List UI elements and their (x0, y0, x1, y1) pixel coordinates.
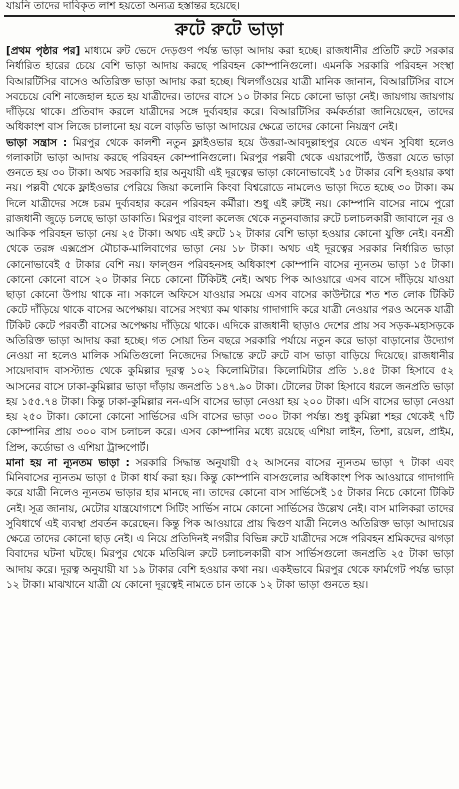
paragraph-text: মিরপুর থেকে কালশী নতুন ফ্লাইওভার হয়ে উত্তরা-আবদুল্লাহপুর যেতে এখন সুবিধা হলেও গলাকাটা ভাড়া আদায় করছে পরিবহন কোম্পানিগুলো। মিরপুর পল্লবী থেকে এয়ারপোর্ট, উত্তরা যেতে ভাড়া গুনতে হয় ৩০ টাকা। অথচ সরকারি হার অনুযায়ী এই দূরত্বের ভাড়া কোনোভাবেই ১৫ টাকার বেশি হওয়ার কথা নয়। পল্লবী থেকে ফ্লাইওভার পেরিয়ে জিয়া কলোনি কিংবা বিশ্বরোডে নামলেও ভাড়া দিতে হচ্ছে ৩০ টাকা। কম দিলে যাত্রীদের সঙ্গে চরম দুর্ব্যবহার করেন পরিবহন কর্মীরা। শুধু এই রুটই নয়। কোম্পানি বাসের নামে পুরো রাজধানী জুড়ে চলছে ভাড়া ডাকাতি। মিরপুর বাংলা কলেজ থেকে নতুনবাজার রুটে চলাচলকারী জাবালে নূর ও আকিক পরিবহন ভাড়া নেয় ২৫ টাকা। অথচ এই রুটে ১২ টাকার বেশি ভাড়া হওয়ার কোনো যুক্তি নেই। বনশ্রী থেকে তরঙ্গ এক্সপ্রেস মৌচাক-মালিবাগের ভাড়া নেয় ১৮ টাকা। অথচ এই দূরত্বের সরকার নির্ধারিত ভাড়া কোনোভাবেই ৫ টাকার বেশি নয়। ফাল্গুন পরিবহনসহ অধিকাংশ কোম্পানি বাসের ন্যূনতম ভাড়া ১৫ টাকা। কোনো কোনো বাসে ২০ টাকার নিচে কোনো টিকিটই নেই। অথচ পিক আওয়ারে এসব বাসে দাঁড়িয়ে যাওয়া ছাড়া কোনো উপায় থাকে না। সকালে অফিসে যাওয়ার সময়ে এসব বাসের কাউন্টারে শত শত লোক টিকিট কেটে দাঁড়িয়ে থাকে বাসের অপেক্ষায়। বাসের সংখ্যা কম থাকায় গাদাগাদি করে যাত্রী নেওয়ার পরও অনেক যাত্রী টিকিট কেটে পরবর্তী বাসের অপেক্ষায় দাঁড়িয়ে থাকে। এদিকে রাজধানী ছাড়াও দেশের প্রায় সব সড়ক-মহাসড়কে অতিরিক্ত ভাড়া আদায় করা হচ্ছে। গত সোয়া তিন বছরে সরকারি পর্যায়ে নতুন করে ভাড়া বাড়ানোর উদ্যোগ নেওয়া না হলেও মালিক সমিতিগুলো নিজেদের সিদ্ধান্তে রুটে রুটে বাস ভাড়া বাড়িয়ে দিয়েছে। রাজধানীর সায়েদাবাদ বাসস্ট্যান্ড থেকে কুমিল্লার দূরত্ব ১০২ কিলোমিটার। কিলোমিটার প্রতি ১.৪৫ টাকা হিসাবে ৫২ আসনের বাসে ঢাকা-কুমিল্লার ভাড়া দাঁড়ায় জনপ্রতি ১৪৭.৯০ টাকা। টোলের টাকা হিসাবে ধরলে জনপ্রতি ভাড়া হয় ১৫৫.৭৪ টাকা। কিন্তু ঢাকা-কুমিল্লার নন-এসি বাসের ভাড়া নেওয়া হয় ২০০ টাকা। এসি বাসের ভাড়া নেওয়া হয় ২৫০ টাকা। কোনো কোনো সার্ভিসের এসি বাসের ভাড়া ৩০০ টাকা পর্যন্ত। শুধু কুমিল্লা শহর থেকেই ৭টি কোম্পানির প্রায় ৩০০ বাস চলাচল করে। এসব কোম্পানির মধ্যে রয়েছে এশিয়া লাইন, তিশা, রয়েল, প্রাইম, প্রিন্স, কর্ডোভা ও এশিয়া ট্রান্সপোর্ট। (6, 136, 454, 454)
top-divider (4, 15, 455, 17)
article-paragraph (6, 44, 454, 136)
previous-article-tail: যায়নি তাদের দাবিকৃত লাশ হয়তো অন্যত্র হস্তান্তর হয়েছে। (6, 0, 240, 12)
paragraph-text: সরকারি সিদ্ধান্ত অনুযায়ী ৫২ আসনের বাসের ন্যূনতম ভাড়া ৭ টাকা এবং মিনিবাসের ন্যূনতম ভাড়া ৫ টাকা ধার্য করা হয়। কিন্তু কোম্পানি বাসগুলোর অধিকাংশ পিক আওয়ারে গাদাগাদি করে যাত্রী নিলেও ন্যূনতম ভাড়ার হার মানছে না। তাদের কোনো বাস সার্ভিসেই ১৫ টাকার নিচে কোনো টিকিট নেই। সূত্র জানায়, মেটোর যান্ত্রযোগ্যশে সিটিং সার্ভিস নামে কোনো সার্ভিসের উল্লেখ নেই। বাস মালিকরা তাদের সুবিধার্থে এই ব্যবস্থা প্রবর্তন করেছেন। কিন্তু পিক আওয়ারে প্রায় দ্বিগুণ যাত্রী নিলেও অতিরিক্ত ভাড়া আদায়ের ক্ষেত্রে তাদের কোনো ছাড় নেই। এ নিয়ে প্রতিদিনই নগরীর বিভিন্ন রুটে যাত্রীদের সঙ্গে পরিবহন শ্রমিকদের ঝগড়া বিবাদের ঘটনা ঘটছে। মিরপুর থেকে মতিঝিল রুটে চলাচলকারী বাস সার্ভিসগুলো জনপ্রতি ২৫ টাকা ভাড়া আদায় করে। দূরত্ব অনুযায়ী যা ১৯ টাকার বেশি হওয়ার কথা নয়। একইভাবে মিরপুর থেকে ফার্মগেট পর্যন্ত ভাড়া ১২ টাকা। মাঝখানে যাত্রী যে কোনো দূরত্বেই নামতে চান তাকে ১২ টাকা ভাড়া গুনতে হয়। (6, 456, 454, 591)
subheading-vara-sontrash: ভাড়া সন্ত্রাস : (6, 136, 68, 149)
paragraph-text: মাধ্যমে রুট ভেদে দেড়গুণ পর্যন্ত ভাড়া আদায় করা হচ্ছে। রাজধানীর প্রতিটি রুটে সরকার নির্ধারিত হারের চেয়ে বেশি ভাড়া আদায় করছে পরিবহন কোম্পানিগুলো। এমনকি সরকারি পরিবহন সংস্থা বিআরটিসির বাসেও অতিরিক্ত ভাড়া আদায় করা হচ্ছে। খিলগাঁওয়ের যাত্রী মানিক জানান, বিআরটিসির বাসে সবচেয়ে বেশি নাজেহাল হতে হয় যাত্রীদের। তাদের বাসে ১০ টাকার নিচে কোনো ভাড়া নেই। জায়গায় জায়গায় দাঁড়িয়ে থাকে। প্রতিবাদ করলে যাত্রীদের সঙ্গে দুর্ব্যবহার করে। বিআরটিসির কর্মকর্তারা জানিয়েছেন, তাদের অধিকাংশ বাস লিজে চালানো হয় বলে বাড়তি ভাড়া আদায়ের ক্ষেত্রে তাদের কোনো নিয়ন্ত্রণ নেই। (6, 45, 454, 134)
article-body (6, 44, 454, 784)
article-paragraph (6, 456, 454, 593)
paragraph-lead: [প্রথম পৃষ্ঠার পর] (6, 45, 81, 57)
article-headline: রুটে রুটে ভাড়া (175, 20, 284, 40)
subheading-minimum-fare: মানা হয় না ন্যূনতম ভাড়া : (6, 456, 130, 469)
article-paragraph (6, 136, 454, 456)
